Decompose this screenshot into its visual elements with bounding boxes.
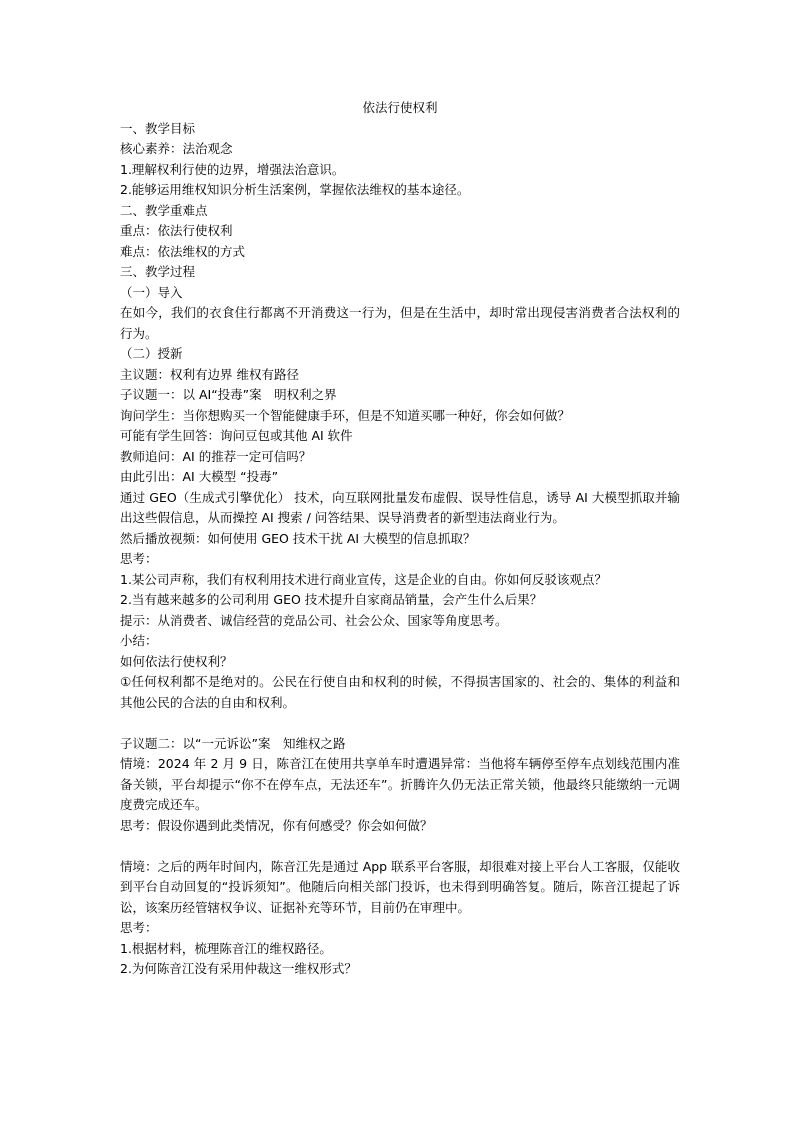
- subheading-intro: （一）导入: [120, 284, 183, 300]
- think-label-1: 思考：: [120, 551, 158, 566]
- summary-question: 如何依法行使权利？: [120, 653, 233, 669]
- section-heading-process: 三、教学过程: [120, 264, 196, 279]
- student-answer: 可能有学生回答：询问豆包或其他 AI 软件: [120, 428, 353, 443]
- teacher-follow-up: 教师追问：AI 的推荐一定可信吗？: [120, 448, 312, 464]
- lead-in: 由此引出：AI 大模型 “投毒”: [120, 469, 279, 484]
- key-point: 重点：依法行使权利: [120, 223, 233, 238]
- blank-line: [120, 713, 680, 734]
- scenario-1: 情境：2024 年 2 月 9 日，陈音江在使用共享单车时遭遇异常：当他将车辆停至停车点划线范围内准备关锁，平台却提示“你不在停车点，无法还车”。折腾许久仍无法正常关锁，他最终只能缴纳一元调度费完成还车。: [120, 756, 680, 812]
- scenario-2: 情境：之后的两年时间内，陈音江先是通过 App 联系平台客服，却很难对接上平台人工客服，仅能收到平台自动回复的“投诉须知”。他随后向相关部门投诉，也未得到明确答复。随后，陈音江提起了诉讼，该案历经管辖权争议、证据补充等环节，目前仍在审理中。: [120, 858, 680, 915]
- main-topic: 主议题：权利有边界 维权有路径: [120, 366, 299, 382]
- difficult-point: 难点：依法维权的方式: [120, 243, 246, 259]
- think-scenario-2-q2: 2.为何陈音江没有采用仲裁这一维权形式？: [120, 961, 357, 976]
- intro-paragraph: 在如今，我们的衣食住行都离不开消费这一行为，但是在生活中，却时常出现侵害消费者合法权利的行为。: [120, 305, 680, 341]
- section-heading-key-points: 二、教学重难点: [120, 202, 208, 218]
- think-question-1: 1.某公司声称，我们有权利用技术进行商业宣传，这是企业的自由。你如何反驳该观点？: [120, 571, 607, 587]
- subheading-teaching: （二）授新: [120, 346, 183, 361]
- video-prompt: 然后播放视频：如何使用 GEO 技术干扰 AI 大模型的信息抓取？: [120, 530, 476, 546]
- think-scenario-2-q1: 1.根据材料，梳理陈音江的维权路径。: [120, 940, 332, 956]
- summary-point-1: ①任何权利都不是绝对的。公民在行使自由和权利的时候，不得损害国家的、社会的、集体的利益和其他公民的合法的自由和权利。: [120, 674, 680, 710]
- subtopic-1-heading: 子议题一：以 AI“投毒”案 明权利之界: [120, 387, 337, 402]
- subtopic-2-heading: 子议题二：以“一元诉讼”案 知维权之路: [120, 735, 346, 751]
- think-question-2: 2.当有越来越多的公司利用 GEO 技术提升自家商品销量，会产生什么后果？: [120, 592, 543, 607]
- hint: 提示：从消费者、诚信经营的竞品公司、社会公众、国家等角度思考。: [120, 612, 508, 628]
- blank-line: [120, 836, 680, 857]
- goal-item-2: 2.能够运用维权知识分析生活案例，掌握依法维权的基本途径。: [120, 182, 470, 197]
- summary-label: 小结：: [120, 633, 158, 648]
- document-page: [120, 98, 680, 980]
- core-literacy: 核心素养：法治观念: [120, 141, 233, 156]
- goal-item-1: 1.理解权利行使的边界，增强法治意识。: [120, 161, 345, 177]
- teacher-question: 询问学生：当你想购买一个智能健康手环，但是不知道买哪一种好，你会如何做？: [120, 407, 571, 423]
- geo-explanation: 通过 GEO（生成式引擎优化） 技术，向互联网批量发布虚假、误导性信息，诱导 AI 大模型抓取并输出这些假信息，从而操控 AI 搜索 / 问答结果、误导消费者的新型违法商业行为。: [120, 489, 680, 525]
- think-label-2: 思考：: [120, 920, 158, 935]
- think-scenario-1: 思考：假设你遇到此类情况，你有何感受？你会如何做？: [120, 817, 433, 833]
- section-heading-goals: 一、教学目标: [120, 120, 196, 136]
- document-title: 依法行使权利: [362, 100, 438, 115]
